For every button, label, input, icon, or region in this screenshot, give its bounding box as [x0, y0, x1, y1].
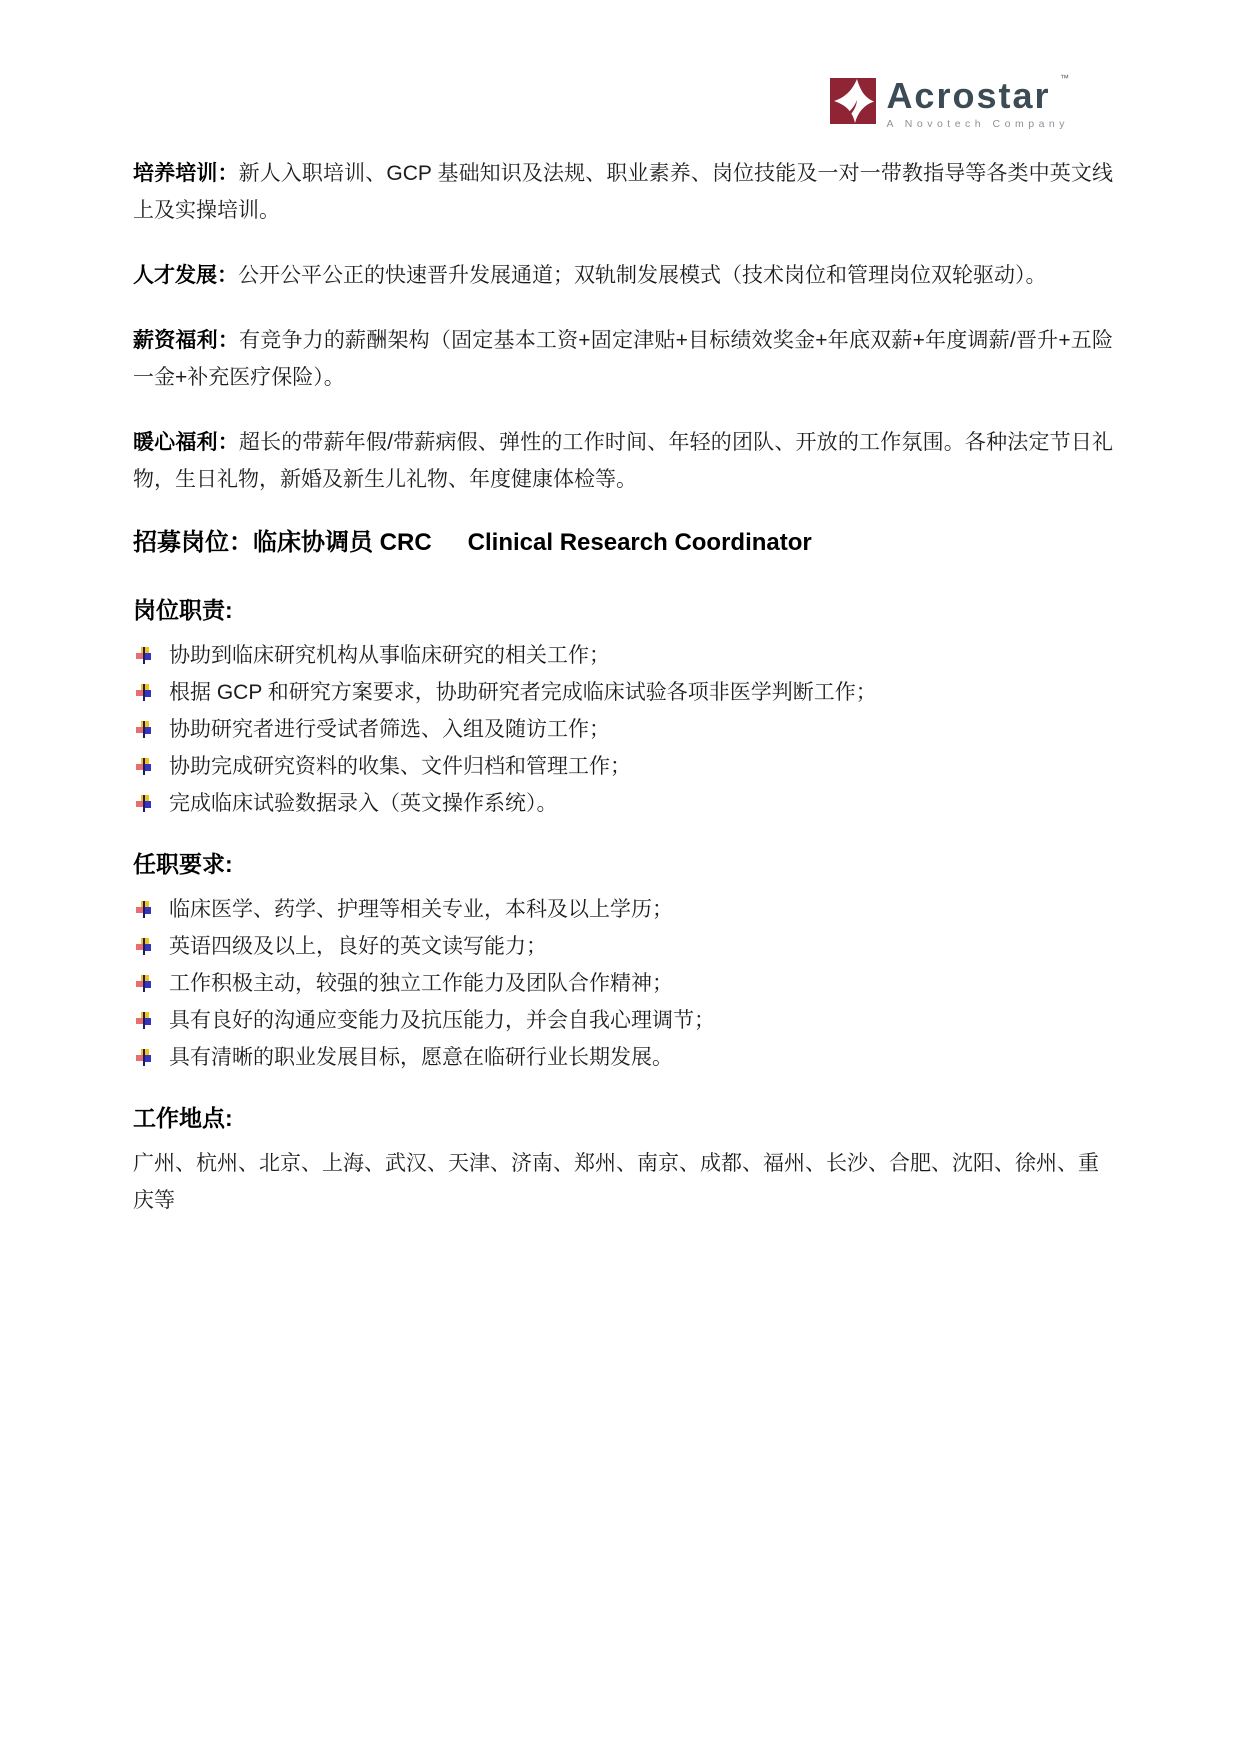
section-salary-benefits	[133, 322, 1113, 396]
list-item-text: 根据 GCP 和研究方案要求，协助研究者完成临床试验各项非医学判断工作；	[169, 681, 877, 704]
requirements-list	[133, 891, 1113, 1076]
section-warm-benefits	[133, 424, 1113, 498]
section-training-text: 新人入职培训、GCP 基础知识及法规、职业素养、岗位技能及一对一带教指导等各类中英文线上及实操培训。	[133, 162, 1113, 222]
section-talent-development-text: 公开公平公正的快速晋升发展通道；双轨制发展模式（技术岗位和管理岗位双轮驱动）。	[238, 264, 1047, 287]
arrow-bullet-icon	[136, 647, 151, 664]
list-item-text: 临床医学、药学、护理等相关专业，本科及以上学历；	[169, 898, 673, 921]
section-salary-benefits-text: 有竞争力的薪酬架构（固定基本工资+固定津贴+目标绩效奖金+年底双薪+年度调薪/晋升+五险一金+补充医疗保险）。	[133, 329, 1113, 389]
arrow-bullet-icon	[136, 721, 151, 738]
list-item	[133, 928, 1113, 965]
section-training-label: 培养培训：	[133, 162, 239, 185]
list-item-text: 协助完成研究资料的收集、文件归档和管理工作；	[169, 755, 631, 778]
list-item-text: 完成临床试验数据录入（英文操作系统）。	[169, 792, 558, 815]
arrow-bullet-icon	[136, 795, 151, 812]
arrow-bullet-icon	[136, 975, 151, 992]
section-talent-development-label: 人才发展：	[133, 264, 238, 287]
list-item-text: 具有良好的沟通应变能力及抗压能力，并会自我心理调节；	[169, 1009, 715, 1032]
brand-tagline: A Novotech Company	[886, 118, 1069, 130]
list-item	[133, 785, 1113, 822]
list-item	[133, 1002, 1113, 1039]
requirements-header: 任职要求:	[133, 851, 233, 877]
arrow-bullet-icon	[136, 938, 151, 955]
list-item	[133, 674, 1113, 711]
section-training	[133, 155, 1113, 229]
location-header: 工作地点:	[133, 1105, 233, 1131]
logo-text	[886, 73, 1069, 130]
recruit-position-english: Clinical Research Coordinator	[467, 529, 812, 556]
list-item	[133, 965, 1113, 1002]
list-item	[133, 1039, 1113, 1076]
section-warm-benefits-label: 暖心福利：	[133, 431, 239, 454]
location-cities: 广州、杭州、北京、上海、武汉、天津、济南、郑州、南京、成都、福州、长沙、合肥、沈阳、徐州、重庆等	[133, 1152, 1099, 1212]
list-item-text: 协助研究者进行受试者筛选、入组及随访工作；	[169, 718, 610, 741]
arrow-bullet-icon	[136, 684, 151, 701]
list-item	[133, 711, 1113, 748]
brand-name	[886, 73, 1069, 116]
recruit-label: 招募岗位：	[133, 529, 253, 556]
list-item	[133, 748, 1113, 785]
list-item	[133, 637, 1113, 674]
arrow-bullet-icon	[136, 901, 151, 918]
list-item-text: 具有清晰的职业发展目标，愿意在临研行业长期发展。	[169, 1046, 673, 1069]
trademark-symbol: ™	[1060, 73, 1069, 83]
document-body	[133, 155, 1113, 1219]
arrow-bullet-icon	[136, 758, 151, 775]
list-item	[133, 891, 1113, 928]
acrostar-star-icon	[830, 78, 876, 124]
list-item-text: 工作积极主动，较强的独立工作能力及团队合作精神；	[169, 972, 673, 995]
section-salary-benefits-label: 薪资福利：	[133, 329, 240, 352]
recruit-position-title	[133, 526, 1113, 560]
recruit-position: 临床协调员 CRC	[253, 529, 432, 556]
list-item-text: 协助到临床研究机构从事临床研究的相关工作；	[169, 644, 610, 667]
brand-wordmark: Acrostar	[886, 75, 1051, 116]
responsibilities-list	[133, 637, 1113, 822]
section-warm-benefits-text: 超长的带薪年假/带薪病假、弹性的工作时间、年轻的团队、开放的工作氛围。各种法定节日礼物，生日礼物，新婚及新生儿礼物、年度健康体检等。	[133, 431, 1113, 491]
arrow-bullet-icon	[136, 1049, 151, 1066]
company-logo	[830, 73, 1069, 130]
responsibilities-header: 岗位职责:	[133, 597, 233, 623]
section-talent-development	[133, 257, 1113, 294]
list-item-text: 英语四级及以上，良好的英文读写能力；	[169, 935, 547, 958]
arrow-bullet-icon	[136, 1012, 151, 1029]
